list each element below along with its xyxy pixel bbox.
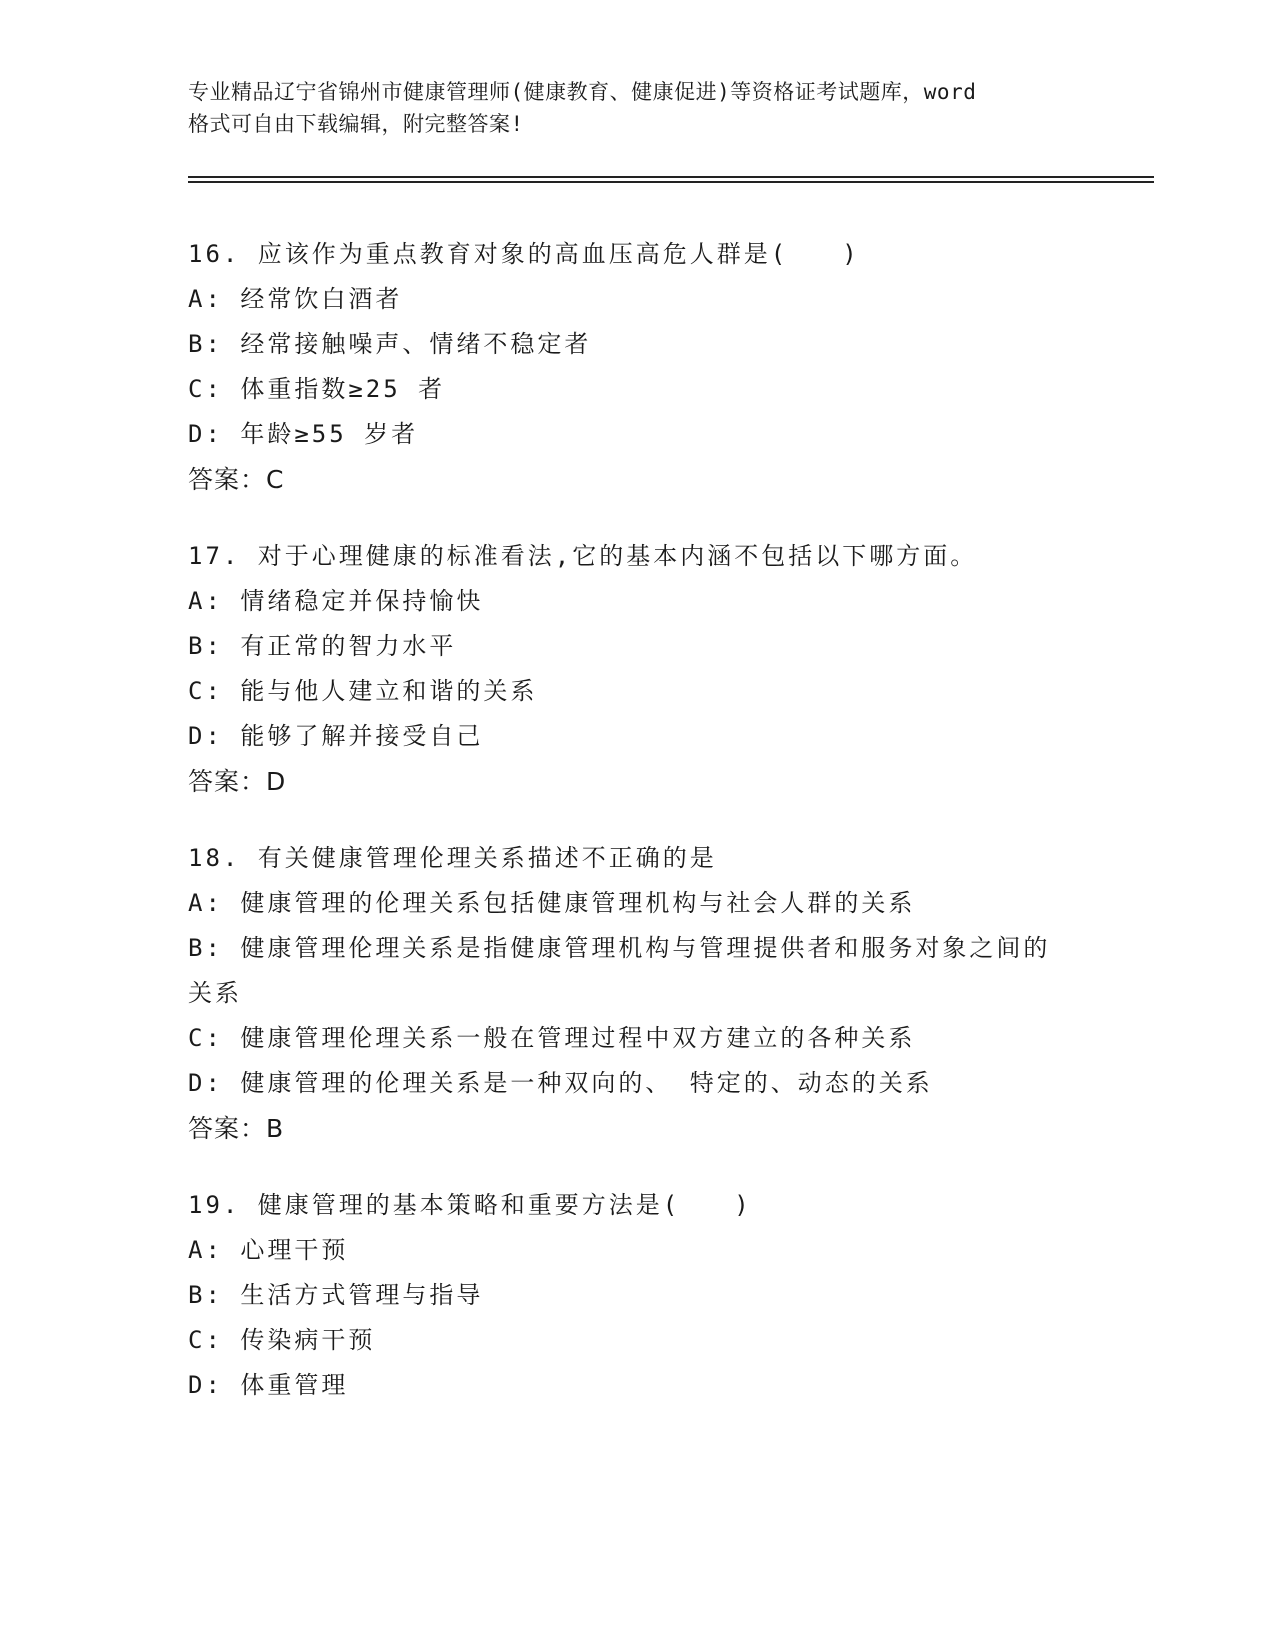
answer-key: 答案：C xyxy=(188,465,285,494)
option-c: C: 能与他人建立和谐的关系 xyxy=(188,677,538,705)
question-list xyxy=(188,232,1088,1440)
option-b: B: 健康管理伦理关系是指健康管理机构与管理提供者和服务对象之间的关系 xyxy=(188,934,1051,1007)
option-c: C: 传染病干预 xyxy=(188,1326,376,1354)
header-divider-bottom xyxy=(188,181,1154,183)
question-stem: 16. 应该作为重点教育对象的高血压高危人群是( ) xyxy=(188,240,860,268)
question-stem: 18. 有关健康管理伦理关系描述不正确的是 xyxy=(188,844,717,872)
question-stem: 19. 健康管理的基本策略和重要方法是( ) xyxy=(188,1191,752,1219)
answer-key: 答案：D xyxy=(188,767,287,796)
option-a: A: 情绪稳定并保持愉快 xyxy=(188,587,484,615)
option-d: D: 年龄≥55 岁者 xyxy=(188,420,419,448)
header-line-1: 专业精品辽宁省锦州市健康管理师(健康教育、健康促进)等资格证考试题库，word xyxy=(188,80,977,104)
question-17 xyxy=(188,534,1088,804)
question-18 xyxy=(188,836,1088,1151)
option-a: A: 心理干预 xyxy=(188,1236,349,1264)
option-d: D: 健康管理的伦理关系是一种双向的、 特定的、动态的关系 xyxy=(188,1069,933,1097)
option-c: C: 健康管理伦理关系一般在管理过程中双方建立的各种关系 xyxy=(188,1024,916,1052)
option-b: B: 生活方式管理与指导 xyxy=(188,1281,484,1309)
question-19 xyxy=(188,1183,1088,1408)
option-a: A: 经常饮白酒者 xyxy=(188,285,403,313)
option-d: D: 能够了解并接受自己 xyxy=(188,722,484,750)
option-c: C: 体重指数≥25 者 xyxy=(188,375,446,403)
option-b: B: 有正常的智力水平 xyxy=(188,632,457,660)
question-16 xyxy=(188,232,1088,502)
option-d: D: 体重管理 xyxy=(188,1371,349,1399)
answer-key: 答案：B xyxy=(188,1114,285,1143)
header-divider-top xyxy=(188,176,1154,178)
document-header xyxy=(188,76,1088,140)
option-b: B: 经常接触噪声、情绪不稳定者 xyxy=(188,330,592,358)
option-a: A: 健康管理的伦理关系包括健康管理机构与社会人群的关系 xyxy=(188,889,916,917)
header-line-2: 格式可自由下载编辑，附完整答案! xyxy=(188,112,524,136)
question-stem: 17. 对于心理健康的标准看法,它的基本内涵不包括以下哪方面。 xyxy=(188,542,978,570)
